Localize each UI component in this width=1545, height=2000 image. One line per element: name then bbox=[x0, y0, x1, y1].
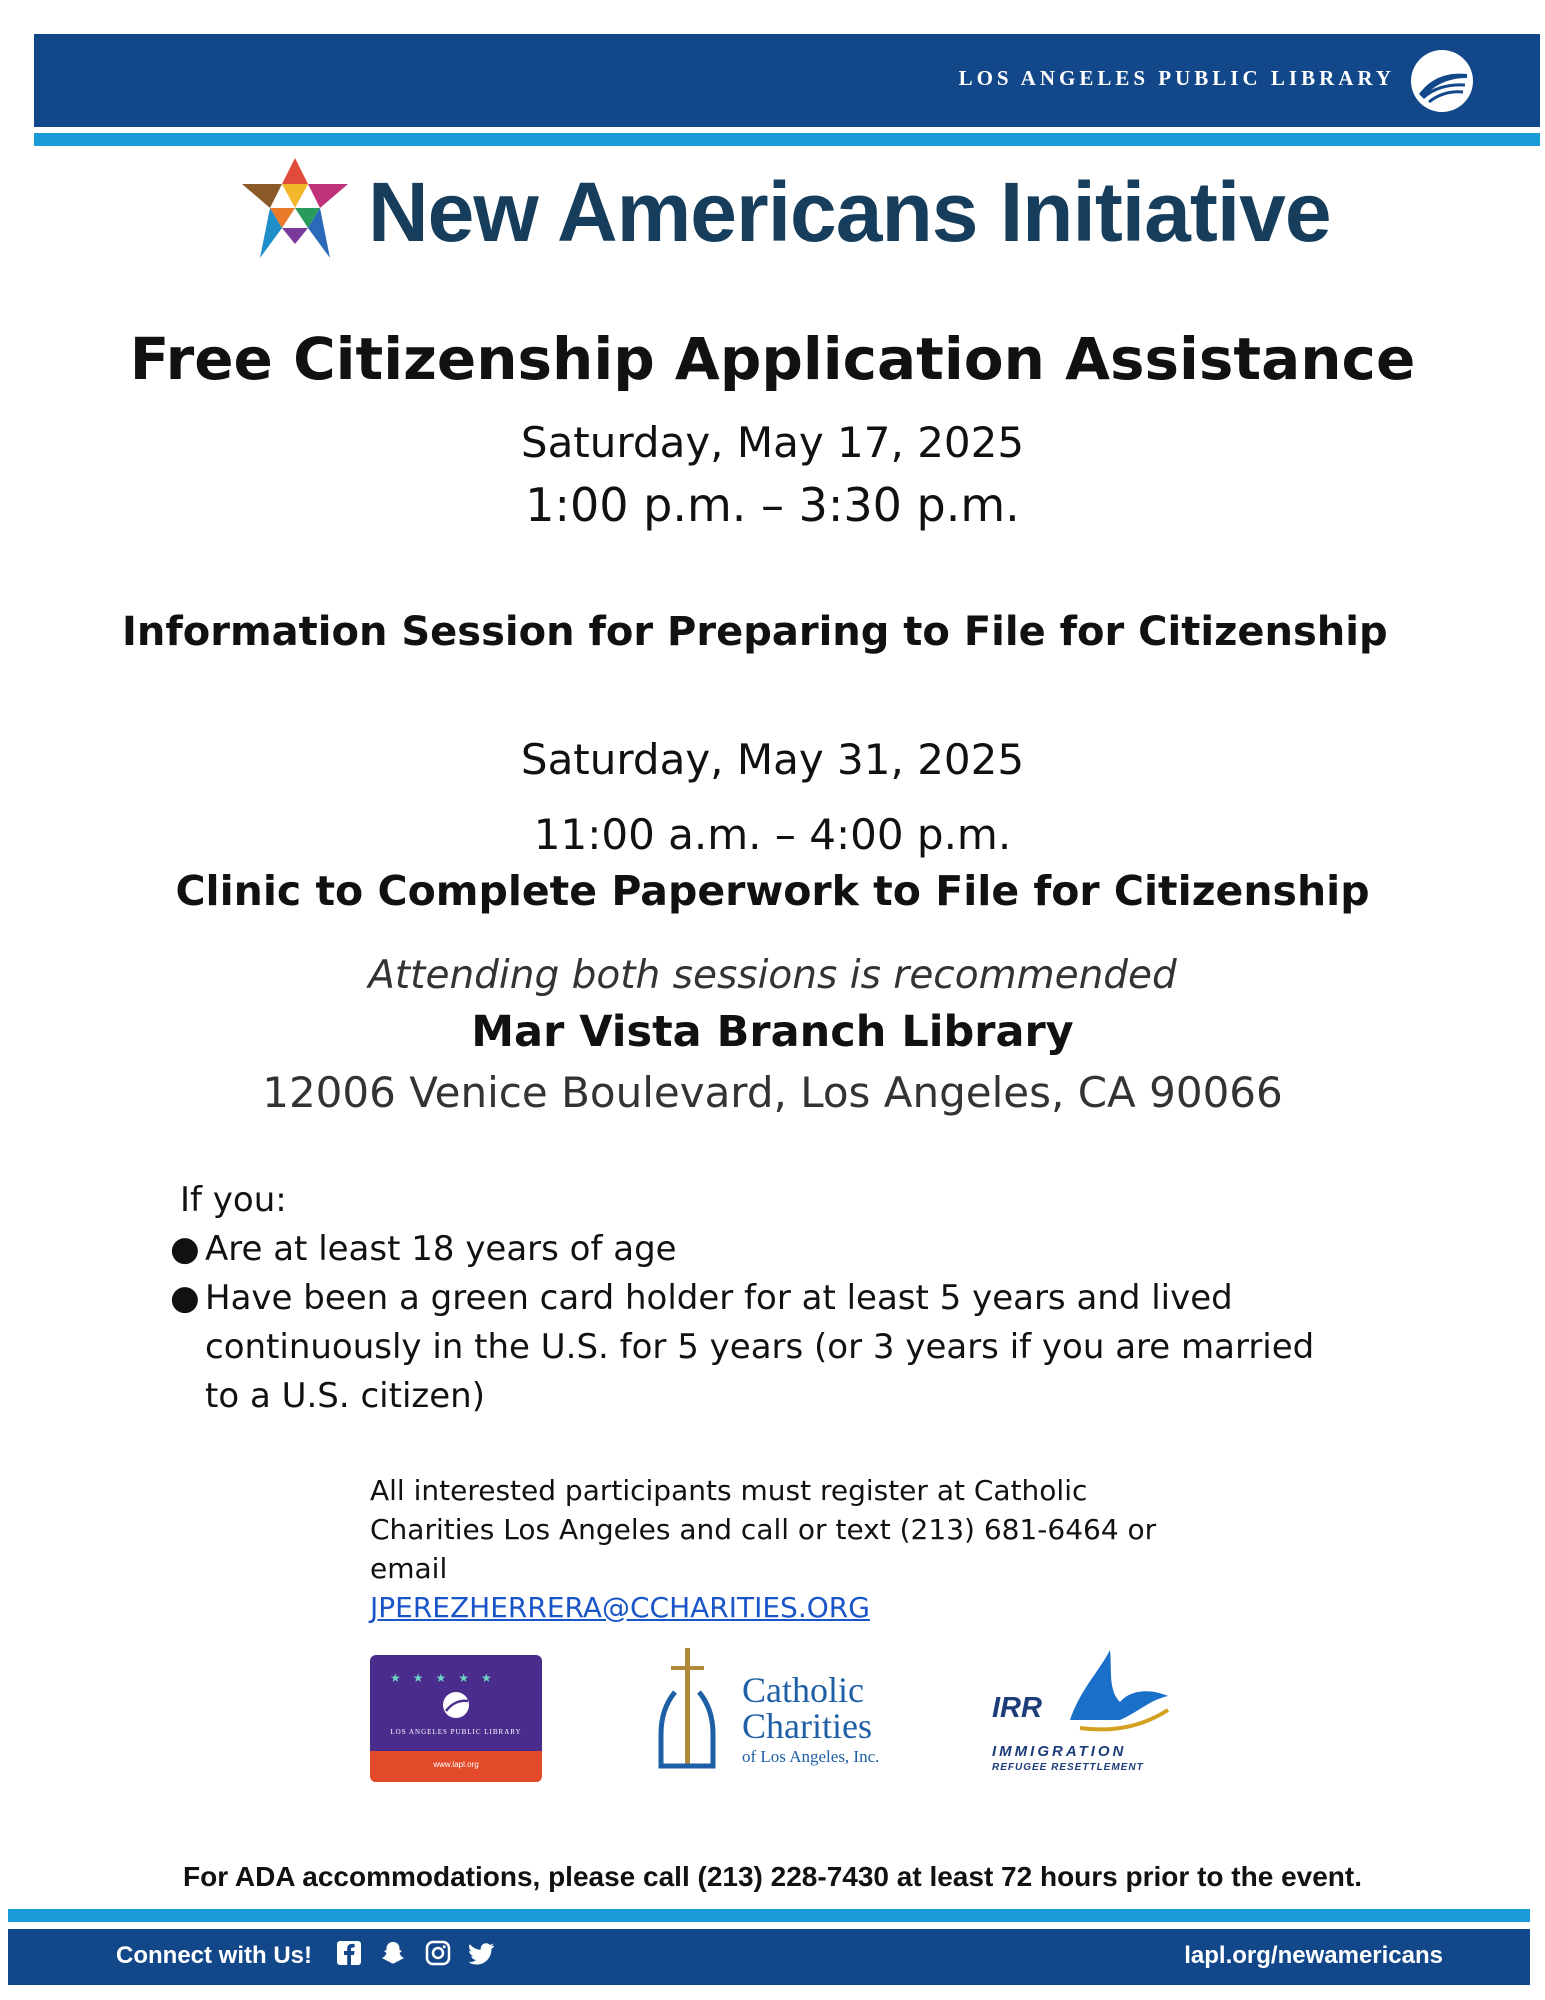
session1-time: 1:00 p.m. – 3:30 p.m. bbox=[525, 478, 1020, 532]
stars-decoration: ★★★★★ bbox=[390, 1671, 504, 1685]
registration-text: All interested participants must register at Catholic Charities Los Angeles and call or text (213) 681-6464 or email bbox=[370, 1474, 1157, 1585]
irr-abbreviation: IRR bbox=[992, 1692, 1042, 1724]
snapchat-icon[interactable] bbox=[380, 1940, 406, 1966]
lapl-card-url: www.lapl.org bbox=[433, 1760, 479, 1769]
footer-stripe bbox=[8, 1909, 1530, 1922]
program-title: New Americans Initiative bbox=[368, 165, 1331, 259]
catholic-charities-name: Catholic Charities bbox=[742, 1670, 872, 1746]
eligibility-item-text: Have been a green card holder for at least 5 years and lived continuously in the U.S. for 5 years (or 3 years if you are married to a U.S. citizen) bbox=[205, 1278, 1315, 1416]
session1-title: Information Session for Preparing to File for Citizenship bbox=[122, 609, 1388, 655]
registration-email-link[interactable]: JPEREZHERRERA@CCHARITIES.ORG bbox=[370, 1591, 870, 1624]
registration-info bbox=[370, 1471, 1190, 1627]
header-stripe bbox=[34, 133, 1540, 146]
catholic-charities-subtitle: of Los Angeles, Inc. bbox=[742, 1747, 880, 1766]
event-heading: Free Citizenship Application Assistance bbox=[129, 325, 1416, 393]
irr-name-line1: IMMIGRATION bbox=[992, 1743, 1127, 1760]
ada-notice: For ADA accommodations, please call (213) 228-7430 at least 72 hours prior to the event. bbox=[183, 1861, 1362, 1892]
bullet-icon: ● bbox=[170, 1278, 200, 1318]
facebook-icon[interactable] bbox=[336, 1940, 362, 1966]
social-links bbox=[336, 1940, 509, 1970]
lapl-card-name: LOS ANGELES PUBLIC LIBRARY bbox=[390, 1728, 522, 1736]
eligibility-item bbox=[170, 1225, 1325, 1274]
lapl-logo-icon bbox=[1409, 48, 1475, 114]
connect-label: Connect with Us! bbox=[116, 1942, 312, 1969]
instagram-icon[interactable] bbox=[425, 1940, 451, 1966]
eligibility-item-text: Are at least 18 years of age bbox=[205, 1229, 677, 1269]
lapl-card-logo-icon bbox=[442, 1691, 470, 1719]
catholic-charities-cross-icon bbox=[655, 1648, 721, 1772]
session1-date: Saturday, May 17, 2025 bbox=[520, 418, 1025, 467]
irr-dove-icon bbox=[1050, 1650, 1170, 1745]
eligibility-item bbox=[170, 1274, 1325, 1421]
venue-address: 12006 Venice Boulevard, Los Angeles, CA 90066 bbox=[262, 1068, 1283, 1117]
website-link[interactable]: lapl.org/newamericans bbox=[1184, 1942, 1443, 1969]
bullet-icon: ● bbox=[170, 1229, 200, 1269]
new-americans-star-icon bbox=[242, 158, 348, 260]
recommendation-note: Attending both sessions is recommended bbox=[368, 953, 1177, 998]
irr-name-line2: REFUGEE RESETTLEMENT bbox=[992, 1762, 1144, 1773]
twitter-icon[interactable] bbox=[469, 1940, 495, 1966]
eligibility-intro: If you: bbox=[180, 1180, 287, 1220]
lapl-library-card-logo bbox=[370, 1655, 542, 1782]
venue-name: Mar Vista Branch Library bbox=[471, 1007, 1074, 1057]
session2-title: Clinic to Complete Paperwork to File for Citizenship bbox=[175, 867, 1370, 915]
library-name: LOS ANGELES PUBLIC LIBRARY bbox=[958, 66, 1395, 90]
session2-date: Saturday, May 31, 2025 bbox=[520, 735, 1025, 784]
eligibility-list bbox=[170, 1176, 1325, 1421]
session2-time: 11:00 a.m. – 4:00 p.m. bbox=[533, 810, 1012, 859]
